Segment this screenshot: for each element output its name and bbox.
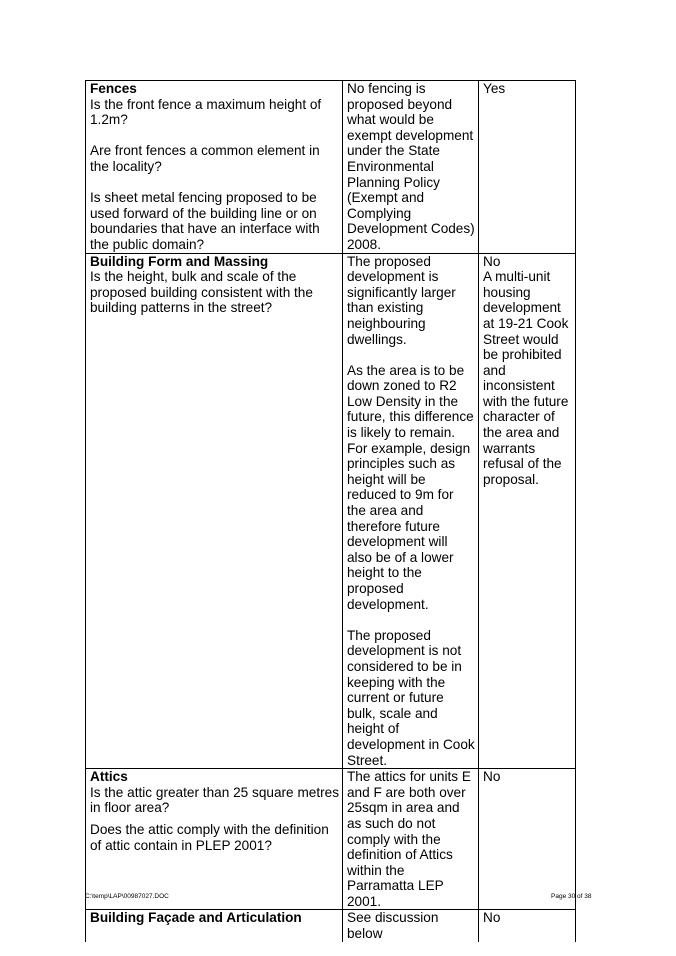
question-text: Is the height, bulk and scale of the proposed building consistent with the building patterns in the street?: [90, 269, 313, 316]
comment-cell: [343, 81, 479, 254]
footer-file-path: C:\temp\LAP\00987027.DOC: [85, 893, 169, 900]
comment-cell: [343, 769, 479, 910]
comment-text: The attics for units E and F are both over 25sqm in area and as such do not comply with the definition of Attics within the Parramatta LEP 2001.: [347, 769, 471, 909]
row-heading: Fences: [90, 81, 137, 96]
comment-cell: [343, 910, 479, 942]
compliance-text: A multi-unit housing development at 19-21 Cook Street would be prohibited and inconsistent with the future character of the area and warrants refusal of the proposal.: [483, 269, 569, 487]
footer-page-number: Page 30 of 38: [551, 893, 592, 900]
compliance-text: No: [483, 253, 501, 269]
comment-text: The proposed development is significantly larger than existing neighbouring dwellings.: [347, 253, 456, 347]
question-text: Does the attic comply with the definition of attic contain in PLEP 2001?: [90, 821, 329, 853]
compliance-cell: [479, 81, 576, 254]
row-heading: Attics: [90, 769, 128, 785]
comment-text: See discussion below: [347, 910, 439, 942]
compliance-text: No: [483, 910, 501, 926]
table-row-fences: [86, 81, 576, 254]
row-heading: Building Façade and Articulation: [90, 910, 302, 926]
question-text: Is the attic greater than 25 square metres in floor area?: [90, 784, 339, 816]
criteria-cell: [86, 910, 343, 942]
compliance-text: Yes: [483, 81, 506, 96]
compliance-cell: [479, 910, 576, 942]
question-text: Is sheet metal fencing proposed to be used forward of the building line or on boundaries that have an interface with the public domain?: [90, 190, 320, 252]
question-text: Are front fences a common element in the locality?: [90, 143, 320, 174]
criteria-cell: [86, 253, 343, 769]
comment-text: No fencing is proposed beyond what would be exempt development under the State Environmental Planning Policy (Exempt and Complying Development Codes) 2008.: [347, 81, 475, 252]
comment-text: As the area is to be down zoned to R2 Low Density in the future, this difference is likely to remain. For example, design principles such as height will be reduced to 9m for the area and therefore future development will also be of a lower height to the proposed development.: [347, 362, 474, 612]
table-row-facade: [86, 910, 576, 942]
comment-cell: [343, 253, 479, 769]
compliance-cell: [479, 769, 576, 910]
comment-text: The proposed development is not considered to be in keeping with the current or future bulk, scale and height of development in Cook Street.: [347, 627, 475, 768]
compliance-text: No: [483, 769, 501, 785]
table-row-building-form: [86, 253, 576, 769]
question-text: Is the front fence a maximum height of 1.2m?: [90, 96, 322, 128]
criteria-cell: [86, 81, 343, 254]
criteria-cell: [86, 769, 343, 910]
assessment-table: [85, 80, 576, 942]
table-row-attics: [86, 769, 576, 910]
compliance-cell: [479, 253, 576, 769]
row-heading: Building Form and Massing: [90, 253, 269, 269]
